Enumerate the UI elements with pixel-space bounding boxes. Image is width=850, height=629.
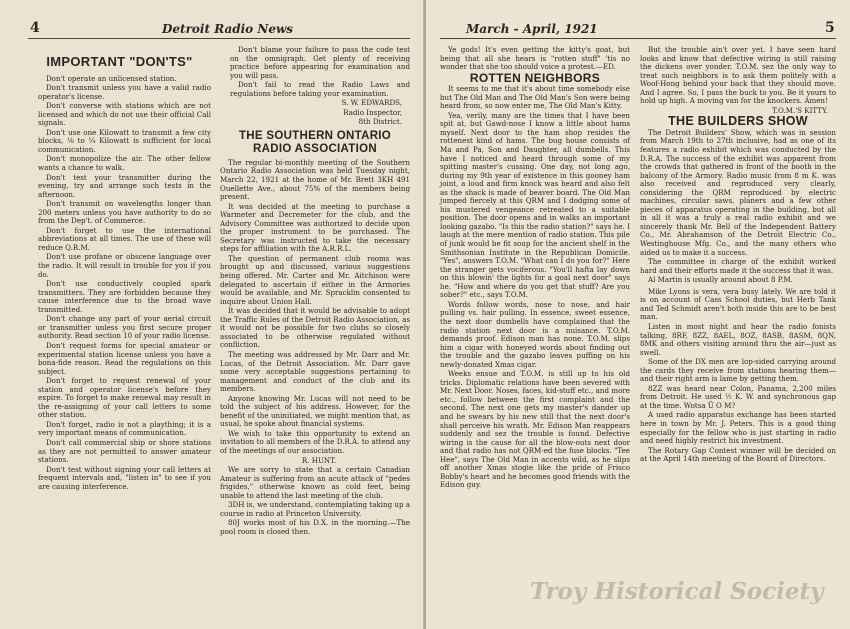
left-page-number: 4 xyxy=(30,20,40,36)
right-page xyxy=(426,0,850,629)
builders-title: THE BUILDERS SHOW xyxy=(668,114,808,129)
article-paragraph: Al Martin is usually around about 8 P.M. xyxy=(648,275,793,285)
donts-column xyxy=(28,54,211,624)
inspector-name: S. W. EDWARDS, xyxy=(341,98,402,108)
dont-item: Don't forget to request renewal of your station and operator license's before they expire. To forget to make renewal may result in the re-assigning of your call letters to some other station. xyxy=(38,376,211,420)
article-paragraph: Words follow words, nose to nose, and hair pulling vs. hair pulling. In essence, sweet essence, the next door dumbells have complained that the radio station next door is a nuisance. T.O.M. demands proof. Edison man has none. T.O.M. slips him a cigar with honeyed words about finding out the trouble and the gazabo leaves puffing on his newly-donated Xmas cigar. xyxy=(440,299,630,369)
left-header-rule xyxy=(28,38,410,39)
rotten-title: ROTTEN NEIGHBORS xyxy=(469,70,601,85)
article-paragraph: Weeks ensue and T.O.M. is still up to his old tricks. Diplomatic relations have been severed with Mr. Next Door. Noses, faces, kid-stuff etc., and more etc., follow between the first complaint and the second. The next one gets my master's dander up and he swears by his new still that the next door's shall perceive his wrath. Mr. Edison Man reappears suddenly and sez the trouble is found. Defective wiring is the cause for all the blow-outs next door and that radio has not QRM-ed the fuse blocks. "Tee Hee", says The Old Man in accents wild, as he slips off another Xmas stogie like the pride of Frisco Bobby's heart and he becomes good friends with the Edison guy. xyxy=(440,369,630,490)
article-paragraph: We are sorry to state that a certain Canadian Amateur is suffering from an acute attack of "pedes frigides," otherwise known as cold feet, being unable to attend the last meeting of the club. xyxy=(220,465,410,500)
article-paragraph: 80J works most of his D.X. in the morning.—The pool room is closed then. xyxy=(220,518,410,536)
dont-item: Don't operate an unlicensed station. xyxy=(46,73,177,83)
dont-item: Don't monopolize the air. The other fellow wants a chance to walk. xyxy=(38,154,211,173)
builders-article-body xyxy=(640,129,836,285)
dont-item: Don't transmit unless you have a valid radio operator's license. xyxy=(38,83,211,101)
news-paragraph: A used radio apparatus exchange has been started here in town by Mr. J. Peters. This is a good thing especially for the fellow who is just starting in radio and need highly restrict his investment. xyxy=(640,410,836,446)
dont-item: Don't change any part of your aerial circuit or transmitter unless you first secure proper authority. Read section 10 of your radio license. xyxy=(38,314,211,341)
builders-column xyxy=(640,46,836,624)
rotten-column xyxy=(440,46,630,624)
dont-item: Don't blame your failure to pass the code test on the omnigraph. Get plenty of receiving practice before appearing for examination and you will pass. xyxy=(230,45,410,80)
article-paragraph: 3DH is, we understand, contemplating taking up a course in radio at Princeton University. xyxy=(220,500,410,518)
inspector-district: 8th District. xyxy=(358,117,402,127)
kitty-continued: But the trouble ain't over yet. I have seen hard looks and know that defective wiring is still raising the dickens over yonder. T.O.M. sez the only way to treat such neighbors is to ask them politely with a Woof-Hong behind your back that they should move. And I agree. So, I pass the buck to you. Be it yours to hold up high. A moving van for the knockers. Amen! xyxy=(640,45,836,106)
rotten-article-body xyxy=(440,85,630,490)
dont-item: Don't use one Kilowatt to transmit a few city blocks, ⅛ to ¼ Kilowatt is sufficient for local communication. xyxy=(38,127,211,154)
article-paragraph: The Detroit Builders' Show, which was in session from March 19th to 27th inclusive, had as one of its features a radio exhibit which was conducted by the D.R.A. The success of the exhibit was apparent from the crowds that gathered in front of the booth in the balcony of the Armory. Radio music from 8 m K. was also received and reproduced very clearly, considering the QRM reproduced by electric machines, circular saws, planers and a few other pieces of apparatus operating in the building, but all in all it was a truly a real radio exhibit and we sincerely thank Mr. Bell of the Independent Battery Co., Mr. Abrahamson of the Detroit Electric Co., Westinghouse Mfg. Co., and the many others who aided us to make it a success. xyxy=(640,127,836,257)
article-paragraph: The meeting was addressed by Mr. Darr and Mr. Lucas, of the Detroit Association. Mr. Darr gave some very acceptable suggestions pertaining to management and conduct of the club and its members. xyxy=(220,349,410,394)
news-notes xyxy=(640,288,836,464)
southern-article-body xyxy=(220,159,410,456)
left-page xyxy=(0,0,424,629)
article-paragraph: The question of permanent club rooms was brought up and discussed, various suggestions being offered. Mr. Carter and Mr. Aitchison were delegated to ascertain if either in the Armories would be available, and Mr. Spracklin consented to inquire about Union Hall. xyxy=(220,253,410,306)
dont-item: Don't request forms for special amateur or experimental station license unless you have a bona-fide reason. Read the regulations on this subject. xyxy=(38,340,211,376)
news-paragraph: The Rotary Gap Contest winner will be decided on at the April 14th meeting of the Board of Directors. xyxy=(640,445,836,464)
kitty-signature: T.O.M.'S KITTY. xyxy=(772,105,828,115)
southern-article-notes xyxy=(220,466,410,536)
dont-item: Don't converse with stations which are not licensed and which do not use their official Call signals. xyxy=(38,101,211,128)
article-paragraph: The committee in charge of the exhibit worked hard and their efforts made it the success that it was. xyxy=(640,257,836,275)
right-header-rule xyxy=(440,38,836,39)
article-paragraph: Yea, verily, many are the times that I have been spit at, but Gawd-nose I know a little about hams myself. Next door to the ham shop resides the rottenest kind of hams. The bug house consists of Ma and Pa, Son and Daughter, all dumbells. This have I noticed and heard through some of my spitting master's cussing. One day, not long ago, during my 9th year of existence in this gooney ham joint, a loud and firm knock was heard and also felt as the shack is made of beaver board. The Old Man jumped fiercely at this QRM and I dodging some of his mustered vengeance retreated to a suitable position. The door opens and in walks an important looking gazabo. "Is this the radio station?" says he. I laugh at the mere mention of radio station. This pile of junk would be fit soup for the ancient shelf in the Smithsonian Institute in the Republican Domicile. "Yes", answers T.O.M. "What can I do you for?" Here the stranger gets vociferous. "You'll hafta lay down on this blowin' the lights for a goal next door" says he. "How and where do you get that stuff? Are you sober?" etc., says T.O.M. xyxy=(440,110,630,300)
article-paragraph: The regular bi-monthly meeting of the Southern Ontario Radio Association was held Tuesday night, March 22, 1921 at the home of Mr. Brett 3KH 491 Ouellette Ave., about 75% of the members being present. xyxy=(220,157,410,202)
dont-item: Don't call commercial ship or shore stations as they are not permitted to answer amateur stations. xyxy=(38,437,211,465)
kitty-intro: Ye gods! It's even getting the kitty's goat, but being that all she hears is "rotten stuff" 'tis no wonder that she too should voice a protest.—ED. xyxy=(440,45,630,72)
news-paragraph: 8ZZ was heard near Colon, Panama, 2,200 miles from Detroit. He used ½ K. W. and synchronous gap at the time. Wotsa Ü O M? xyxy=(640,383,836,410)
dont-item: Don't fail to read the Radio Laws and regulations before taking your examination. xyxy=(230,80,410,98)
dont-item: Don't use conductively coupled spark transmitters. They are forbidden because they cause interference due to the broad wave transmitted. xyxy=(38,279,211,314)
watermark-text: Troy Historical Society xyxy=(530,578,824,605)
dont-item: Don't forget to use the international abbreviations at all times. The use of these will reduce Q.R.M. xyxy=(38,225,211,252)
dont-item: Don't test your transmitter during the evening, try and arrange such tests in the afternoon. xyxy=(38,172,211,199)
article-paragraph: We wish to take this opportunity to extend an invitation to all members of the D.R.A. to attend any of the meetings of our association. xyxy=(220,428,410,455)
donts-list xyxy=(28,75,211,492)
news-paragraph: Some of the DX men are lop-sided carrying around the cards they receive from stations hearing them—and their right arm is lame by getting them. xyxy=(640,357,836,384)
article-paragraph: It was decided that it would be advisable to adopt the Traffic Rules of the Detroit Radio Association, as it would not be possible for two clubs so closely associated to be otherwise regulated without confliction. xyxy=(220,306,410,350)
news-paragraph: Listen in most night and hear the radio fonists talking, 8RF, 8ZZ, 8AEL, 8OZ, 8ASB, 8ASM, 8QN, 8MK and others visiting around thru the air—just as swell. xyxy=(640,321,836,357)
article-paragraph: It was decided at the meeting to purchase a Warmeter and Decremeter for the club, and the Advisory Committee was authorized to decide upon the proper instrument to be purchased. The Secretary was instructed to take the necessary steps for affiliation with the A.R.R.L. xyxy=(220,201,410,254)
dont-item: Don't use profane or obscene language over the radio. It will result in trouble for you if you do. xyxy=(38,252,211,279)
southern-signature: R. HUNT. xyxy=(301,455,337,465)
article-paragraph: It seems to me that it's about time somebody else but The Old Man and The Old Man's Son were being heard from, so now enter me, The Old Man's Kitty. xyxy=(440,84,630,111)
right-running-title: March - April, 1921 xyxy=(466,22,598,36)
inspector-title: Radio Inspector, xyxy=(343,107,402,117)
right-page-number: 5 xyxy=(825,20,835,36)
left-running-title: Detroit Radio News xyxy=(162,22,294,36)
donts-title: IMPORTANT "DON'TS" xyxy=(46,54,193,69)
southern-column xyxy=(220,46,410,624)
dont-item: Don't test without signing your call letters at frequent intervals and, "listen in" to see if you are causing interference. xyxy=(38,464,211,491)
southern-title: THE SOUTHERN ONTARIO RADIO ASSOCIATION xyxy=(238,129,392,155)
news-paragraph: Mike Lyons is vera, vera busy lately. We are told it is on account of Cass School duties, but Herb Tank and Ted Schmidt aren't both inside this are to be best man. xyxy=(640,286,836,322)
dont-item: Don't forget, radio is not a plaything; it is a very important means of communication. xyxy=(38,419,211,438)
dont-item: Don't transmit on wavelengths longer than 200 meters unless you have authority to do so from the Dep't. of Commerce. xyxy=(38,199,211,226)
col2-donts-list xyxy=(220,46,410,98)
article-paragraph: Anyone knowing Mr. Lucas will not need to be told the subject of his address. However, for the benefit of the uninitiated, we might mention that, as usual, he spoke about financial systems. xyxy=(220,393,410,429)
